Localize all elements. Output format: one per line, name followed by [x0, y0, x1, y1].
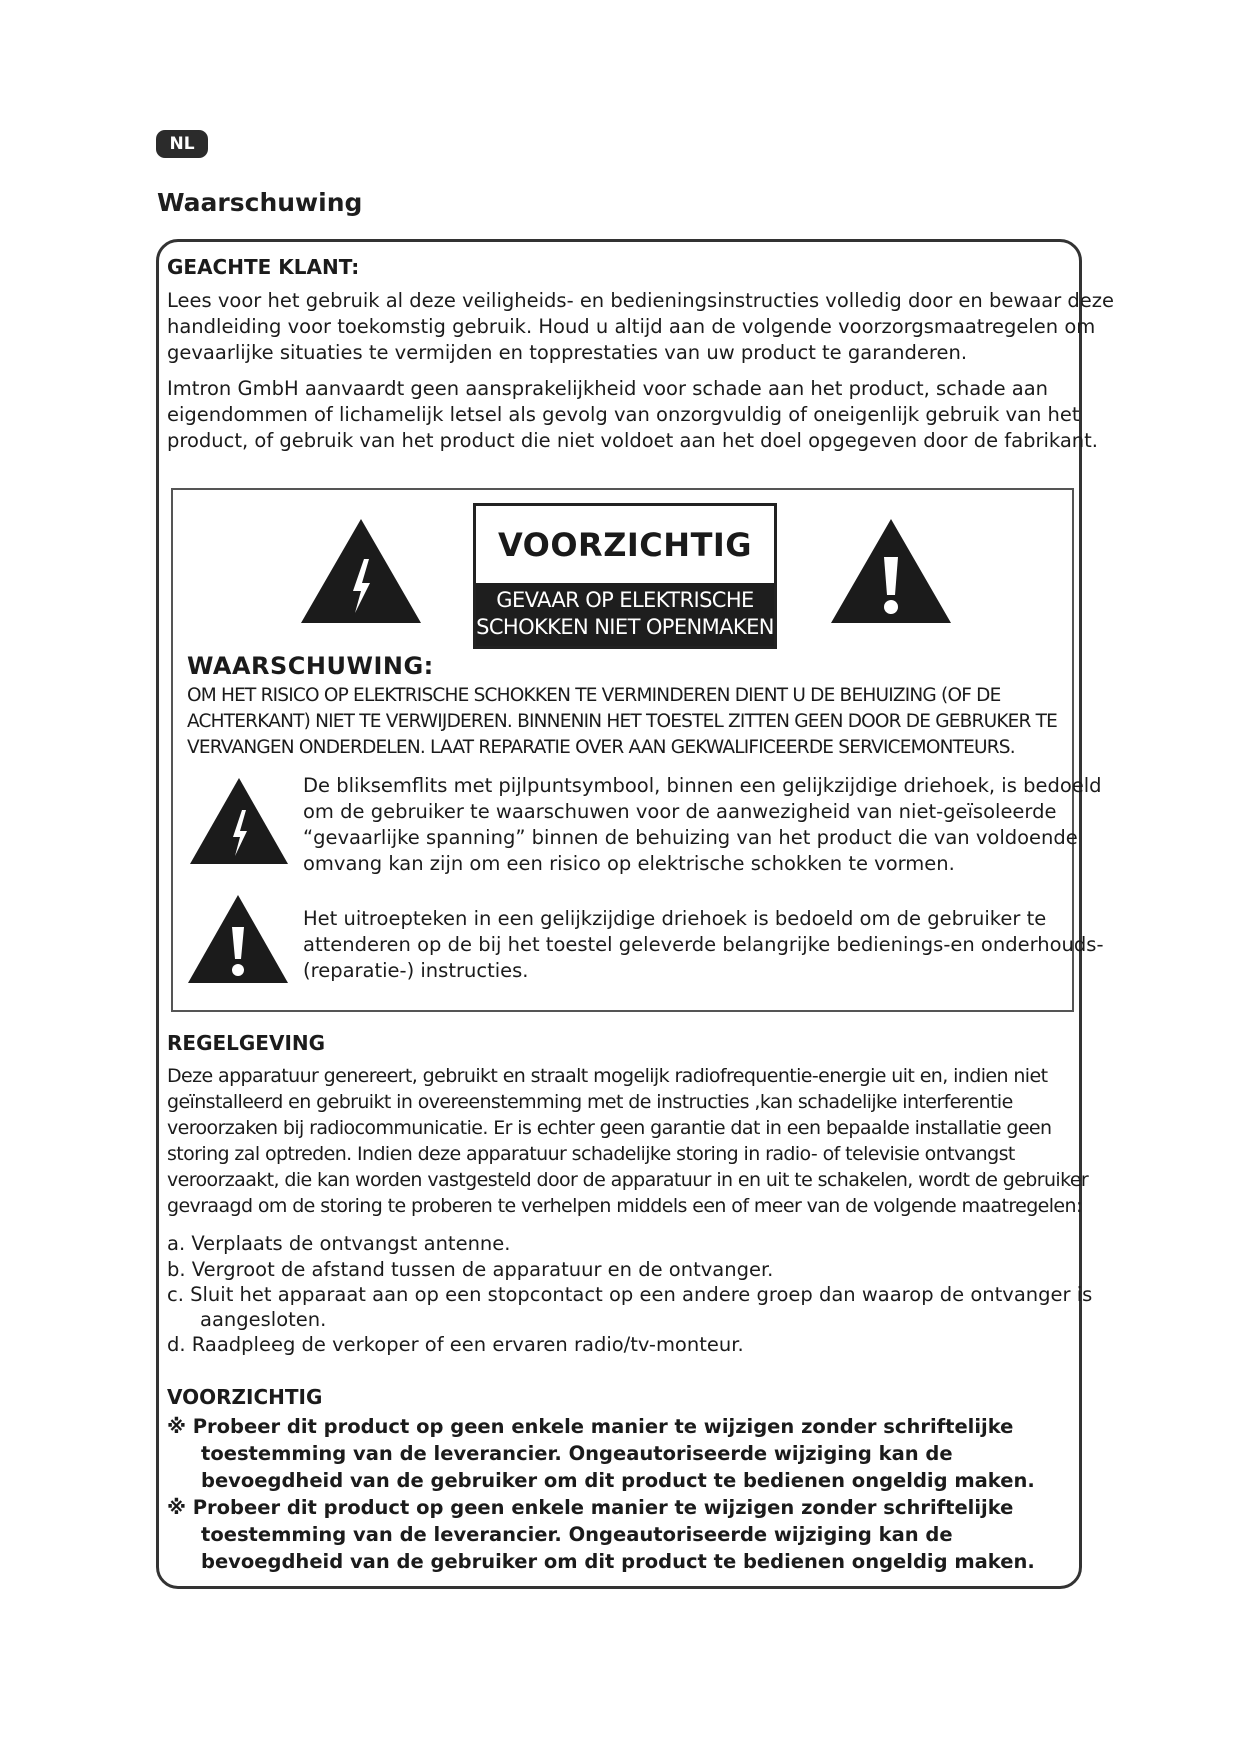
list-item: b. Vergroot de afstand tussen de apparatuur en de ontvanger. [167, 1258, 774, 1281]
caution-item: ※ Probeer dit product op geen enkele manier te wijzigen zonder schriftelijke toestemming van de leverancier. Ongeautoriseerde wijziging kan de bevoegdheid van de gebruiker om dit product te bedienen ongeldig maken. [167, 1496, 1035, 1573]
caution-heading: VOORZICHTIG [167, 1385, 323, 1409]
list-item: a. Verplaats de ontvangst antenne. [167, 1232, 511, 1255]
page-title: Waarschuwing [157, 188, 363, 217]
intro-heading: GEACHTE KLANT: [167, 255, 360, 279]
caution-sign-title: VOORZICHTIG [497, 525, 753, 564]
lightning-warning-icon [299, 517, 423, 625]
list-item-continued: aangesloten. [200, 1308, 327, 1331]
regulation-paragraph: Deze apparatuur genereert, gebruikt en straalt mogelijk radiofrequentie-energie uit en, indien niet geïnstalleerd en gebruikt in overeenstemming met de instructies ,kan schadelijke interferentie veroorzaken bij radiocommunicatie. Er is echter geen garantie dat in een bepaalde installatie geen storing zal optreden. Indien deze apparatuur schadelijke storing in radio- of televisie ontvangst veroorzaakt, die kan worden vastgesteld door de apparatuur in en uit te schakelen, wordt de gebruiker gevraagd om de storing te proberen te verhelpen middels een of meer van de volgende maatregelen: [167, 1065, 1089, 1217]
list-item: d. Raadpleeg de verkoper of een ervaren radio/tv-monteur. [167, 1333, 744, 1356]
lightning-symbol-icon [188, 776, 290, 866]
exclamation-symbol-icon [186, 893, 290, 985]
language-badge: NL [156, 130, 208, 158]
lightning-description: De bliksemflits met pijlpuntsymbool, binnen een gelijkzijdige driehoek, is bedoeld om de gebruiker te waarschuwen voor de aanwezigheid van niet-geïsoleerde “gevaarlijke spanning” binnen de behuizing van het product die van voldoende omvang kan zijn om een risico op elektrische schokken te vormen. [303, 774, 1102, 875]
caution-sign [473, 503, 777, 649]
exclamation-description: Het uitroepteken in een gelijkzijdige driehoek is bedoeld om de gebruiker te attenderen op de bij het toestel geleverde belangrijke bedienings-en onderhouds- (reparatie-) instructies. [303, 907, 1104, 982]
exclamation-warning-icon [829, 517, 953, 625]
intro-paragraph-2: Imtron GmbH aanvaardt geen aansprakelijkheid voor schade aan het product, schade aan eigendommen of lichamelijk letsel als gevolg van onzorgvuldig of oneigenlijk gebruik van het product, of gebruik van het product die niet voldoet aan het doel opgegeven door de fabrikant. [167, 377, 1099, 452]
intro-paragraph-1: Lees voor het gebruik al deze veiligheids- en bedieningsinstructies volledig door en bewaar deze handleiding voor toekomstig gebruik. Houd u altijd aan de volgende voorzorgsmaatregelen om gevaarlijke situaties te vermijden en topprestaties van uw product te garanderen. [167, 289, 1115, 364]
warning-heading: WAARSCHUWING: [187, 652, 434, 680]
caution-sign-subtitle: GEVAAR OP ELEKTRISCHE SCHOKKEN NIET OPENMAKEN [476, 583, 774, 646]
list-item: c. Sluit het apparaat aan op een stopcontact op een andere groep dan waarop de ontvanger is [167, 1283, 1093, 1306]
regulation-heading: REGELGEVING [167, 1031, 326, 1055]
warning-text: OM HET RISICO OP ELEKTRISCHE SCHOKKEN TE VERMINDEREN DIENT U DE BEHUIZING (OF DE ACHTERKANT) NIET TE VERWIJDEREN. BINNENIN HET TOESTEL ZITTEN GEEN DOOR DE GEBRUKER TE VERVANGEN ONDERDELEN. LAAT REPARATIE OVER AAN GEKWALIFICEERDE SERVICEMONTEURS. [187, 685, 1058, 758]
caution-item: ※ Probeer dit product op geen enkele manier te wijzigen zonder schriftelijke toestemming van de leverancier. Ongeautoriseerde wijziging kan de bevoegdheid van de gebruiker om dit product te bedienen ongeldig maken. [167, 1415, 1035, 1492]
